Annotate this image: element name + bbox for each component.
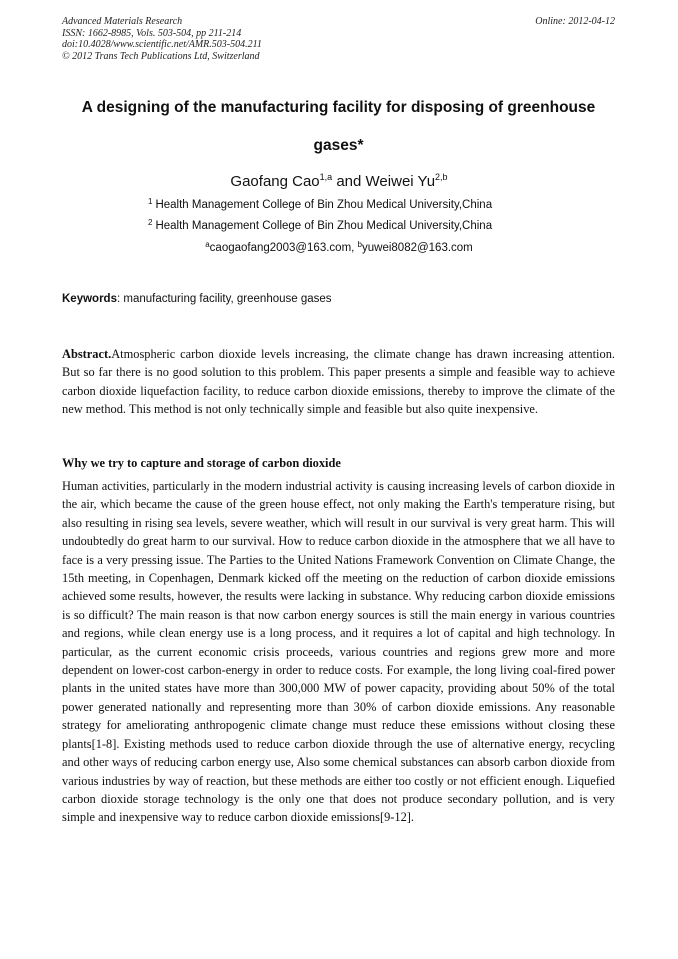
abstract-label: Abstract. bbox=[62, 347, 112, 361]
author-2-sup: 2,b bbox=[435, 172, 448, 182]
email-b-sup: b bbox=[357, 240, 362, 249]
online-date: Online: 2012-04-12 bbox=[535, 16, 615, 27]
section-heading: Why we try to capture and storage of carbon dioxide bbox=[62, 456, 341, 470]
affiliations bbox=[148, 193, 568, 235]
section-body: Human activities, particularly in the modern industrial activity is causing increasing levels of carbon dioxide in the air, which became the cause of the green house effect, not only making the Earth's temperature rising, but also resulting in rising sea levels, severe weather, which will result in our survival is very great harm. This will undoubtedly do great harm to our survival. How to reduce carbon dioxide in the atmosphere that we all have to face is a very pressing issue. The Parties to the United Nations Framework Convention on Climate Change, the 15th meeting, in Copenhagen, Denmark kicked off the meeting on the reduction of carbon dioxide emissions achieved some results, however, the results were lacking in substance. Why reducing carbon dioxide emissions is so difficult? The main reason is that now carbon energy sources is still the main energy in various countries and regions, while clean energy use is a long process, and it requires a lot of capital and high technology. In particular, as the current economic crisis proceeds, various countries and regions grew more and more dependent on lower-cost carbon-energy in order to reduce costs. For example, the long living coal-fired power plants in the united states have more than 300,000 MW of power capacity, providing about 50% of the total power generated nationally and representing more than 30% of carbon dioxide emissions. Any reasonable strategy for ameliorating anthropogenic climate change must reduce these emissions without closing these plants[1-8]. Existing methods used to reduce carbon dioxide through the use of alternative energy, recycling and other ways of reducing carbon energy use, Also some chemical substances can absorb carbon dioxide from various industries by way of reaction, but these methods are either too costly or not efficient enough. Liquefied carbon dioxide storage technology is the only one that does not produce secondary pollution, and is very simple and inexpensive way to reduce carbon dioxide emissions[9-12]. bbox=[62, 479, 615, 825]
paper-title: A designing of the manufacturing facility for disposing of greenhouse gases* bbox=[81, 99, 596, 154]
journal-header bbox=[62, 16, 615, 62]
author-2-name: Weiwei Yu bbox=[365, 173, 436, 190]
keywords-label: Keywords bbox=[62, 293, 117, 305]
affiliation-2-text: Health Management College of Bin Zhou Medical University,China bbox=[155, 220, 493, 232]
email-a-sup: a bbox=[205, 240, 210, 249]
author-1-sup: 1,a bbox=[319, 172, 333, 182]
email-b: yuwei8082@163.com bbox=[362, 242, 473, 254]
affiliation-1 bbox=[148, 193, 568, 214]
keywords bbox=[62, 291, 615, 307]
affiliation-2-num: 2 bbox=[148, 218, 153, 227]
keywords-text: : manufacturing facility, greenhouse gases bbox=[116, 293, 332, 305]
abstract-text: Atmospheric carbon dioxide levels increasing, the climate change has drawn increasing attention. But so far there is no good solution to this problem. This paper presents a simple and feasible way to achieve carbon dioxide liquefaction facility, to reduce carbon dioxide emissions, thereby to improve the climate of the new method. This method is not only technically simple and feasible but also quite inexpensive. bbox=[62, 347, 615, 417]
journal-issn: ISSN: 1662-8985, Vols. 503-504, pp 211-214 bbox=[62, 27, 242, 39]
author-1-name: Gaofang Cao bbox=[230, 173, 320, 190]
author-conjunction: and bbox=[332, 173, 366, 190]
email-separator: , bbox=[351, 242, 358, 254]
journal-copyright: © 2012 Trans Tech Publications Ltd, Switzerland bbox=[62, 50, 260, 62]
email-line bbox=[0, 237, 678, 256]
author-line bbox=[0, 167, 678, 192]
abstract bbox=[62, 345, 615, 419]
affiliation-2 bbox=[148, 214, 568, 235]
journal-doi: doi:10.4028/www.scientific.net/AMR.503-504.211 bbox=[62, 39, 262, 50]
affiliation-1-text: Health Management College of Bin Zhou Medical University,China bbox=[155, 199, 493, 211]
affiliation-1-num: 1 bbox=[148, 197, 153, 206]
email-a: caogaofang2003@163.com bbox=[209, 242, 352, 254]
journal-name: Advanced Materials Research bbox=[62, 16, 183, 27]
